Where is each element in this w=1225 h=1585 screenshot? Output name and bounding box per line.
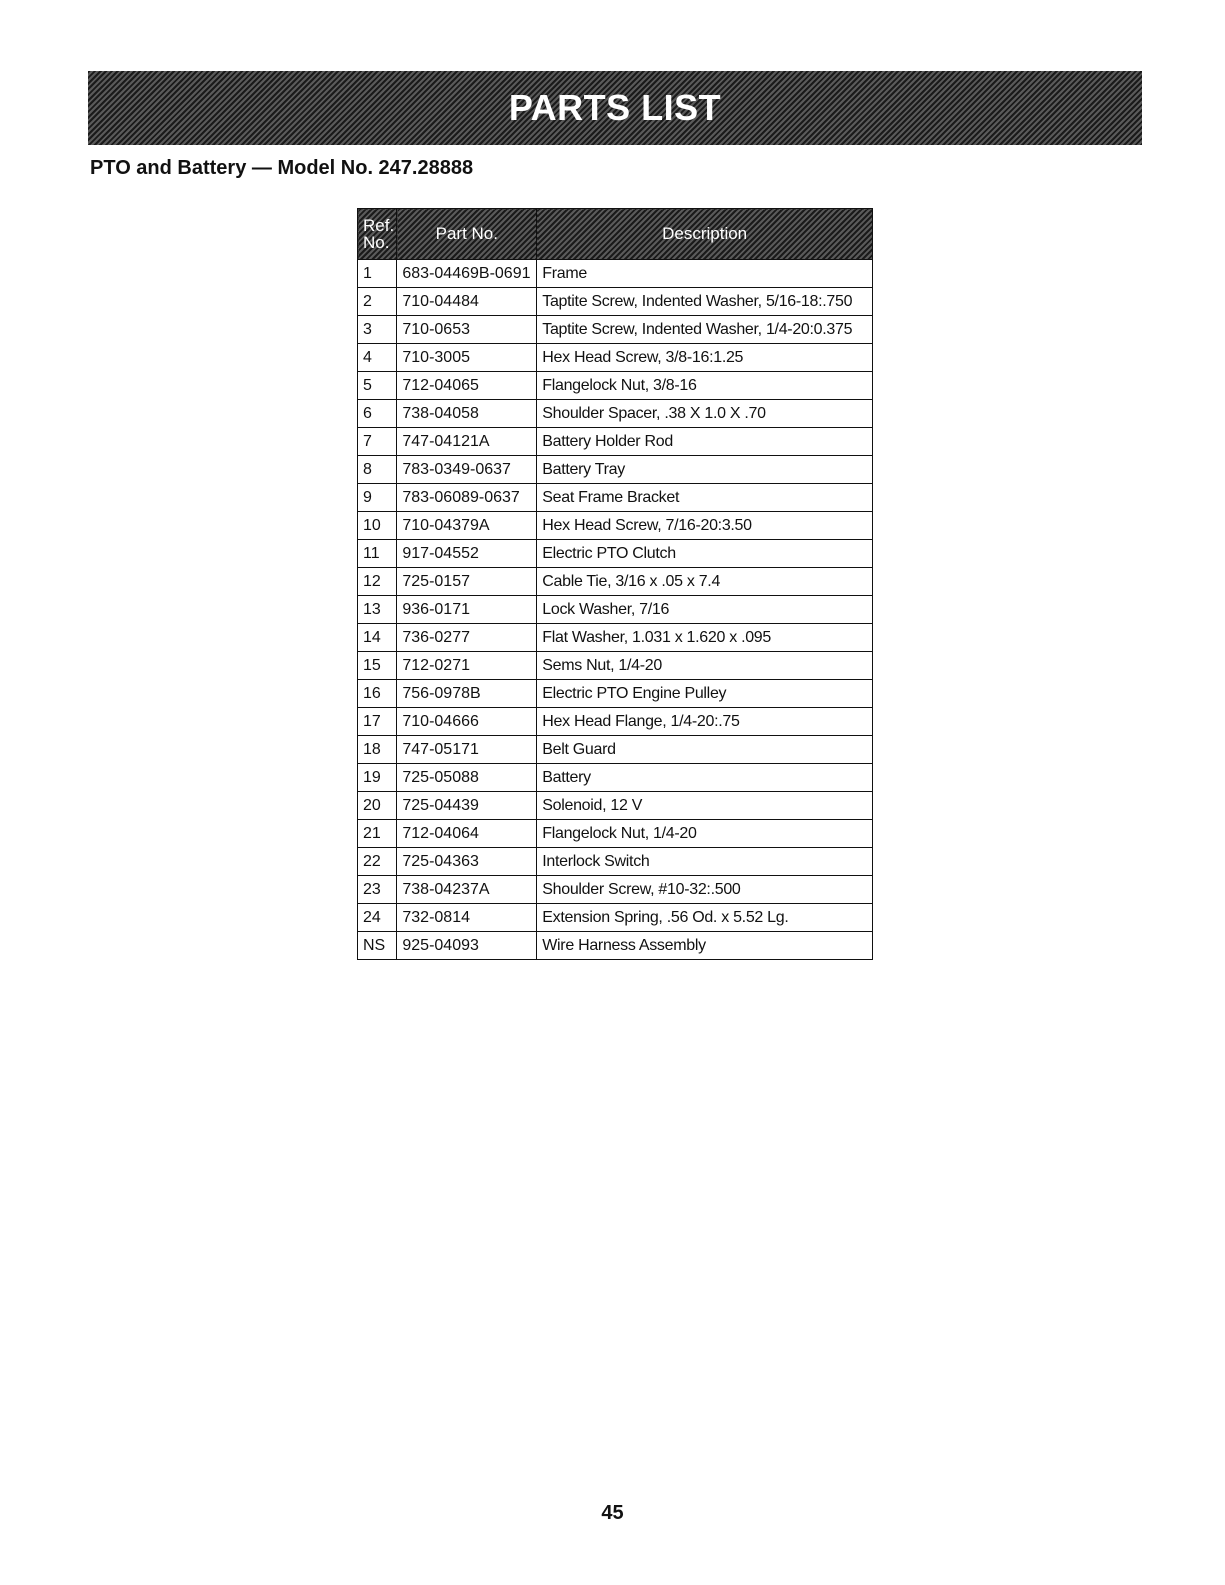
header-row: [358, 209, 873, 260]
ref-cell: 18: [358, 736, 397, 764]
table-row: [358, 792, 873, 820]
ref-cell: 6: [358, 400, 397, 428]
page-number: 45: [601, 1502, 624, 1524]
part-no-cell: 725-04363: [397, 848, 537, 876]
part-no-cell: 925-04093: [397, 932, 537, 960]
table-row: [358, 568, 873, 596]
header-ref-line1: Ref.: [363, 216, 395, 235]
part-no-cell: 712-0271: [397, 652, 537, 680]
part-no-cell: 747-04121A: [397, 428, 537, 456]
table-row: [358, 652, 873, 680]
table-row: [358, 540, 873, 568]
part-no-cell: 783-06089-0637: [397, 484, 537, 512]
ref-cell: 8: [358, 456, 397, 484]
part-no-cell: 917-04552: [397, 540, 537, 568]
part-no-cell: 710-04666: [397, 708, 537, 736]
table-row: [358, 680, 873, 708]
description-cell: Battery Holder Rod: [537, 428, 873, 456]
description-cell: Taptite Screw, Indented Washer, 5/16-18:.750: [537, 288, 873, 316]
parts-table-header: [358, 209, 873, 260]
part-no-cell: 725-0157: [397, 568, 537, 596]
ref-cell: 5: [358, 372, 397, 400]
table-row: [358, 288, 873, 316]
part-no-cell: 710-04484: [397, 288, 537, 316]
table-row: [358, 428, 873, 456]
part-no-cell: 710-0653: [397, 316, 537, 344]
description-cell: Flangelock Nut, 1/4-20: [537, 820, 873, 848]
part-no-cell: 710-04379A: [397, 512, 537, 540]
description-cell: Lock Washer, 7/16: [537, 596, 873, 624]
table-row: [358, 764, 873, 792]
description-cell: Battery Tray: [537, 456, 873, 484]
part-no-cell: 783-0349-0637: [397, 456, 537, 484]
ref-cell: 10: [358, 512, 397, 540]
description-cell: Taptite Screw, Indented Washer, 1/4-20:0.375: [537, 316, 873, 344]
ref-cell: 17: [358, 708, 397, 736]
ref-cell: 4: [358, 344, 397, 372]
description-cell: Flat Washer, 1.031 x 1.620 x .095: [537, 624, 873, 652]
ref-cell: 19: [358, 764, 397, 792]
parts-table-body: [358, 260, 873, 960]
part-no-cell: 756-0978B: [397, 680, 537, 708]
ref-cell: 16: [358, 680, 397, 708]
table-row: [358, 372, 873, 400]
table-row: [358, 848, 873, 876]
ref-cell: 13: [358, 596, 397, 624]
ref-cell: 12: [358, 568, 397, 596]
ref-cell: 3: [358, 316, 397, 344]
description-cell: Electric PTO Clutch: [537, 540, 873, 568]
parts-table: [357, 208, 873, 960]
parts-list-banner: [88, 71, 1142, 145]
table-row: [358, 624, 873, 652]
table-row: [358, 260, 873, 288]
table-row: [358, 316, 873, 344]
part-no-cell: 712-04064: [397, 820, 537, 848]
table-row: [358, 344, 873, 372]
table-row: [358, 932, 873, 960]
ref-cell: 21: [358, 820, 397, 848]
ref-cell: 1: [358, 260, 397, 288]
description-cell: Seat Frame Bracket: [537, 484, 873, 512]
ref-cell: 7: [358, 428, 397, 456]
description-cell: Battery: [537, 764, 873, 792]
description-cell: Wire Harness Assembly: [537, 932, 873, 960]
table-row: [358, 708, 873, 736]
part-no-cell: 747-05171: [397, 736, 537, 764]
part-no-cell: 738-04058: [397, 400, 537, 428]
table-row: [358, 736, 873, 764]
description-cell: Flangelock Nut, 3/8-16: [537, 372, 873, 400]
description-cell: Hex Head Screw, 3/8-16:1.25: [537, 344, 873, 372]
header-description: Description: [537, 209, 873, 260]
description-cell: Extension Spring, .56 Od. x 5.52 Lg.: [537, 904, 873, 932]
description-cell: Frame: [537, 260, 873, 288]
description-cell: Shoulder Spacer, .38 X 1.0 X .70: [537, 400, 873, 428]
part-no-cell: 710-3005: [397, 344, 537, 372]
section-title: PTO and Battery — Model No. 247.28888: [90, 157, 474, 179]
table-row: [358, 512, 873, 540]
ref-cell: 20: [358, 792, 397, 820]
description-cell: Shoulder Screw, #10-32:.500: [537, 876, 873, 904]
ref-cell: 11: [358, 540, 397, 568]
description-cell: Sems Nut, 1/4-20: [537, 652, 873, 680]
description-cell: Hex Head Flange, 1/4-20:.75: [537, 708, 873, 736]
table-row: [358, 456, 873, 484]
header-ref-no: [358, 209, 397, 260]
table-row: [358, 596, 873, 624]
part-no-cell: 683-04469B-0691: [397, 260, 537, 288]
description-cell: Electric PTO Engine Pulley: [537, 680, 873, 708]
banner-title: PARTS LIST: [508, 87, 722, 128]
table-row: [358, 820, 873, 848]
description-cell: Solenoid, 12 V: [537, 792, 873, 820]
table-row: [358, 400, 873, 428]
header-part-no: Part No.: [397, 209, 537, 260]
part-no-cell: 732-0814: [397, 904, 537, 932]
table-row: [358, 484, 873, 512]
part-no-cell: 725-05088: [397, 764, 537, 792]
part-no-cell: 738-04237A: [397, 876, 537, 904]
description-cell: Belt Guard: [537, 736, 873, 764]
description-cell: Interlock Switch: [537, 848, 873, 876]
table-row: [358, 904, 873, 932]
ref-cell: 2: [358, 288, 397, 316]
ref-cell: NS: [358, 932, 397, 960]
description-cell: Cable Tie, 3/16 x .05 x 7.4: [537, 568, 873, 596]
ref-cell: 9: [358, 484, 397, 512]
part-no-cell: 712-04065: [397, 372, 537, 400]
description-cell: Hex Head Screw, 7/16-20:3.50: [537, 512, 873, 540]
ref-cell: 23: [358, 876, 397, 904]
ref-cell: 22: [358, 848, 397, 876]
ref-cell: 14: [358, 624, 397, 652]
part-no-cell: 725-04439: [397, 792, 537, 820]
ref-cell: 15: [358, 652, 397, 680]
table-row: [358, 876, 873, 904]
part-no-cell: 936-0171: [397, 596, 537, 624]
ref-cell: 24: [358, 904, 397, 932]
part-no-cell: 736-0277: [397, 624, 537, 652]
header-ref-line2: No.: [363, 233, 390, 252]
